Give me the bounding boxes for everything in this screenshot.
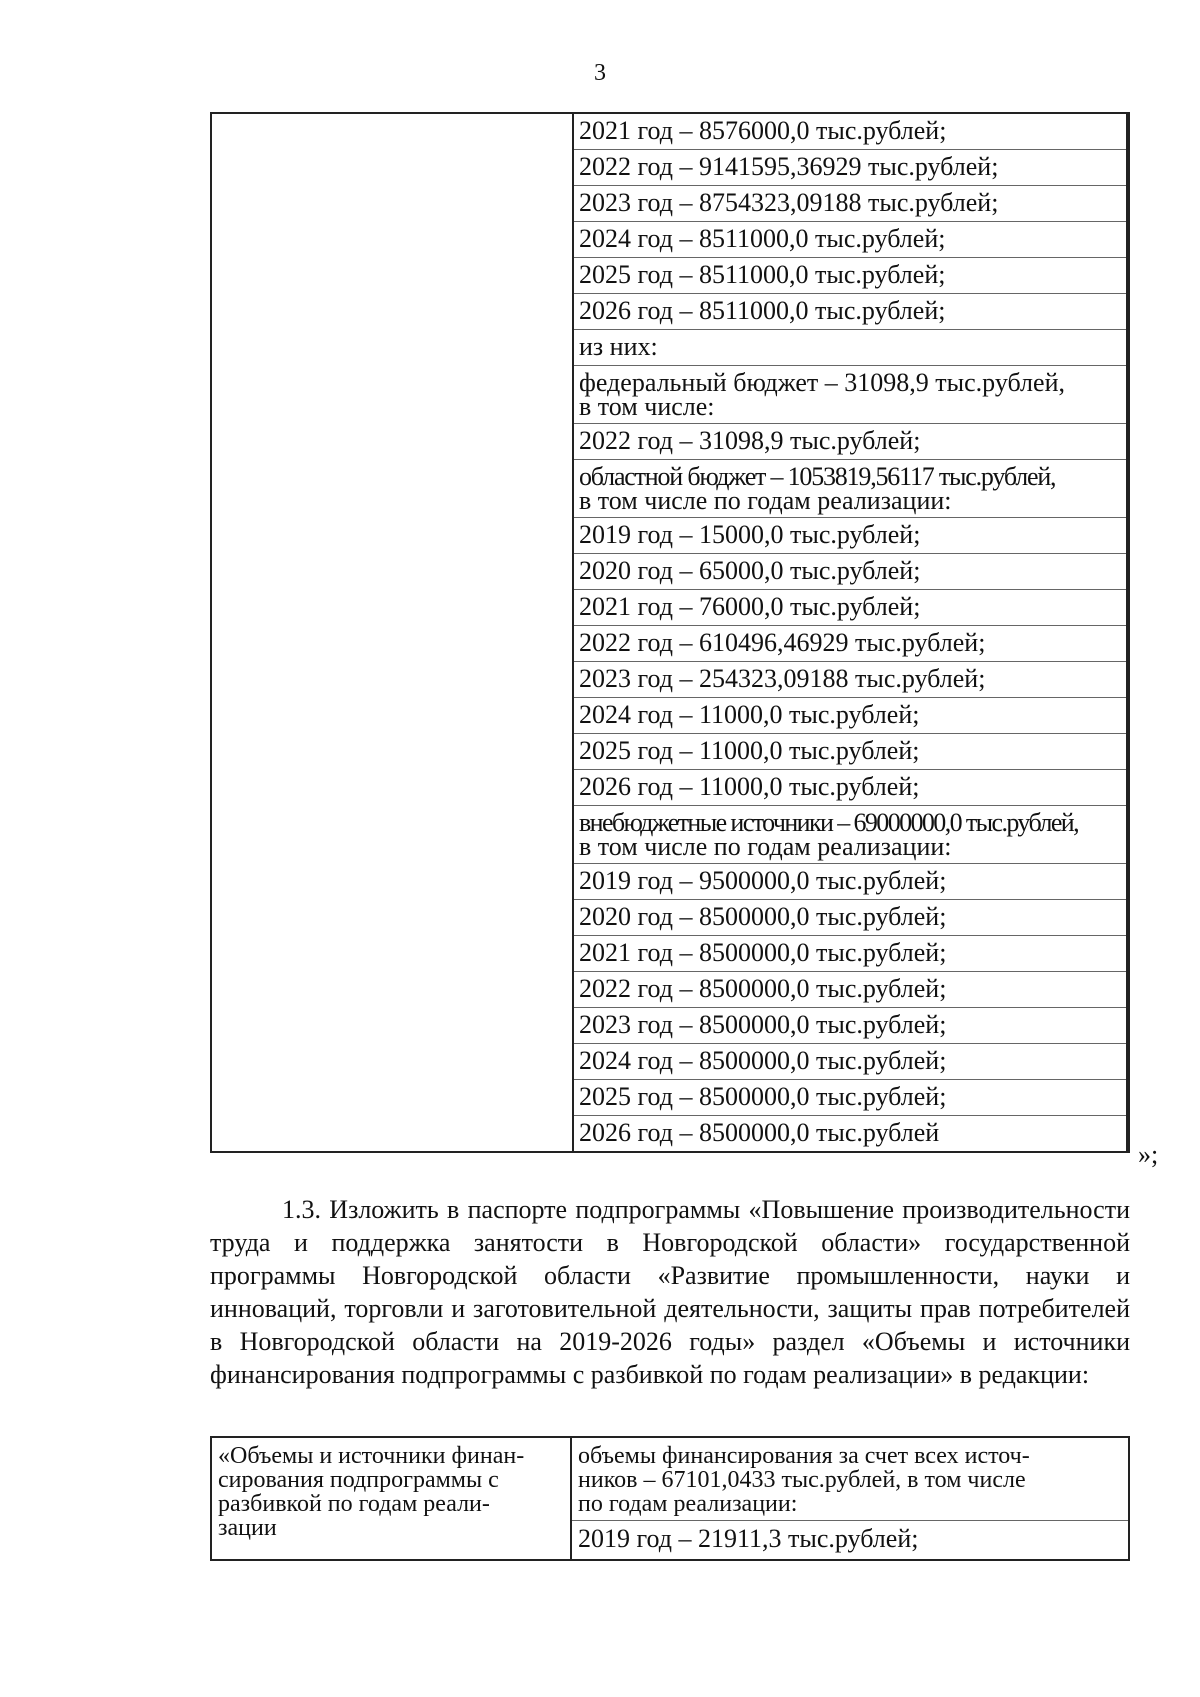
financing-table-new [210,1436,1130,1561]
table-row: 2025 год – 8500000,0 тыс.рублей; [574,1080,1126,1116]
table-row: 2020 год – 65000,0 тыс.рублей; [574,554,1126,590]
table-row: 2025 год – 8511000,0 тыс.рублей; [574,258,1126,294]
extrabudgetary-subline: в том числе по годам реализации: [579,832,952,861]
table-row: 2023 год – 8500000,0 тыс.рублей; [574,1008,1126,1044]
total-line: по годам реализации: [578,1491,798,1517]
table-row: 2023 год – 8754323,09188 тыс.рублей; [574,186,1126,222]
page-number: 3 [594,60,606,86]
table-row-regional-budget [574,460,1126,518]
closing-quote: »; [1138,1140,1159,1169]
table-row: 2024 год – 11000,0 тыс.рублей; [574,698,1126,734]
total-financing-cell [572,1438,1128,1521]
table-row: 2025 год – 11000,0 тыс.рублей; [574,734,1126,770]
regional-budget-subline: в том числе по годам реализации: [579,486,952,515]
table-row: 2019 год – 9500000,0 тыс.рублей; [574,864,1126,900]
table-row: 2020 год – 8500000,0 тыс.рублей; [574,900,1126,936]
regional-budget-line: областной бюджет – 1053819,56117 тыс.рублей, [579,462,1056,491]
table-row: 2026 год – 11000,0 тыс.рублей; [574,770,1126,806]
total-line: объемы финансирования за счет всех источ- [578,1443,1030,1469]
table-row: 2026 год – 8500000,0 тыс.рублей [579,1118,940,1147]
table-row: 2026 год – 8511000,0 тыс.рублей; [574,294,1126,330]
table-row: 2022 год – 8500000,0 тыс.рублей; [574,972,1126,1008]
table-row: 2019 год – 21911,3 тыс.рублей; [578,1524,919,1553]
header-line: зации [218,1515,277,1541]
table-row: 2024 год – 8500000,0 тыс.рублей; [574,1044,1126,1080]
table-row: 2021 год – 76000,0 тыс.рублей; [574,590,1126,626]
table-row: из них: [574,330,1126,366]
financing-table-continuation [210,112,1130,1153]
table-row-extrabudgetary [574,806,1126,864]
header-line: разбивкой по годам реали- [218,1491,490,1517]
table-row: 2021 год – 8500000,0 тыс.рублей; [574,936,1126,972]
header-line: «Объемы и источники финан- [218,1443,525,1469]
table-right-column [574,114,1128,1151]
amendment-paragraph: 1.3. Изложить в паспорте подпрограммы «Повышение производительности труда и поддержка занятости в Новгородской области» государственной программы Новгородской области «Развитие промышленности, науки и инноваций, торговли и заготовительной деятельности, защиты прав потребителей в Новгородской области на 2019-2026 годы» раздел «Объемы и источники финансирования подпрограммы с разбивкой по годам реализации» в редакции: [210,1195,1130,1389]
table-row: 2022 год – 9141595,36929 тыс.рублей; [574,150,1126,186]
table-row: 2022 год – 610496,46929 тыс.рублей; [574,626,1126,662]
table-row-federal-budget [574,366,1126,424]
table-row: 2019 год – 15000,0 тыс.рублей; [574,518,1126,554]
federal-budget-subline: в том числе: [579,392,715,421]
federal-budget-line: федеральный бюджет – 31098,9 тыс.рублей, [579,368,1065,397]
table-left-cell-empty [212,114,574,1151]
table-row: 2021 год – 8576000,0 тыс.рублей; [574,114,1126,150]
table-row: 2023 год – 254323,09188 тыс.рублей; [574,662,1126,698]
header-line: сирования подпрограммы с [218,1467,499,1493]
table-row: 2024 год – 8511000,0 тыс.рублей; [574,222,1126,258]
table-header-cell [212,1438,572,1559]
table-row: 2022 год – 31098,9 тыс.рублей; [574,424,1126,460]
total-line: ников – 67101,0433 тыс.рублей, в том числе [578,1467,1026,1493]
extrabudgetary-line: внебюджетные источники – 69000000,0 тыс.рублей, [579,808,1078,837]
table-value-column [572,1438,1128,1559]
